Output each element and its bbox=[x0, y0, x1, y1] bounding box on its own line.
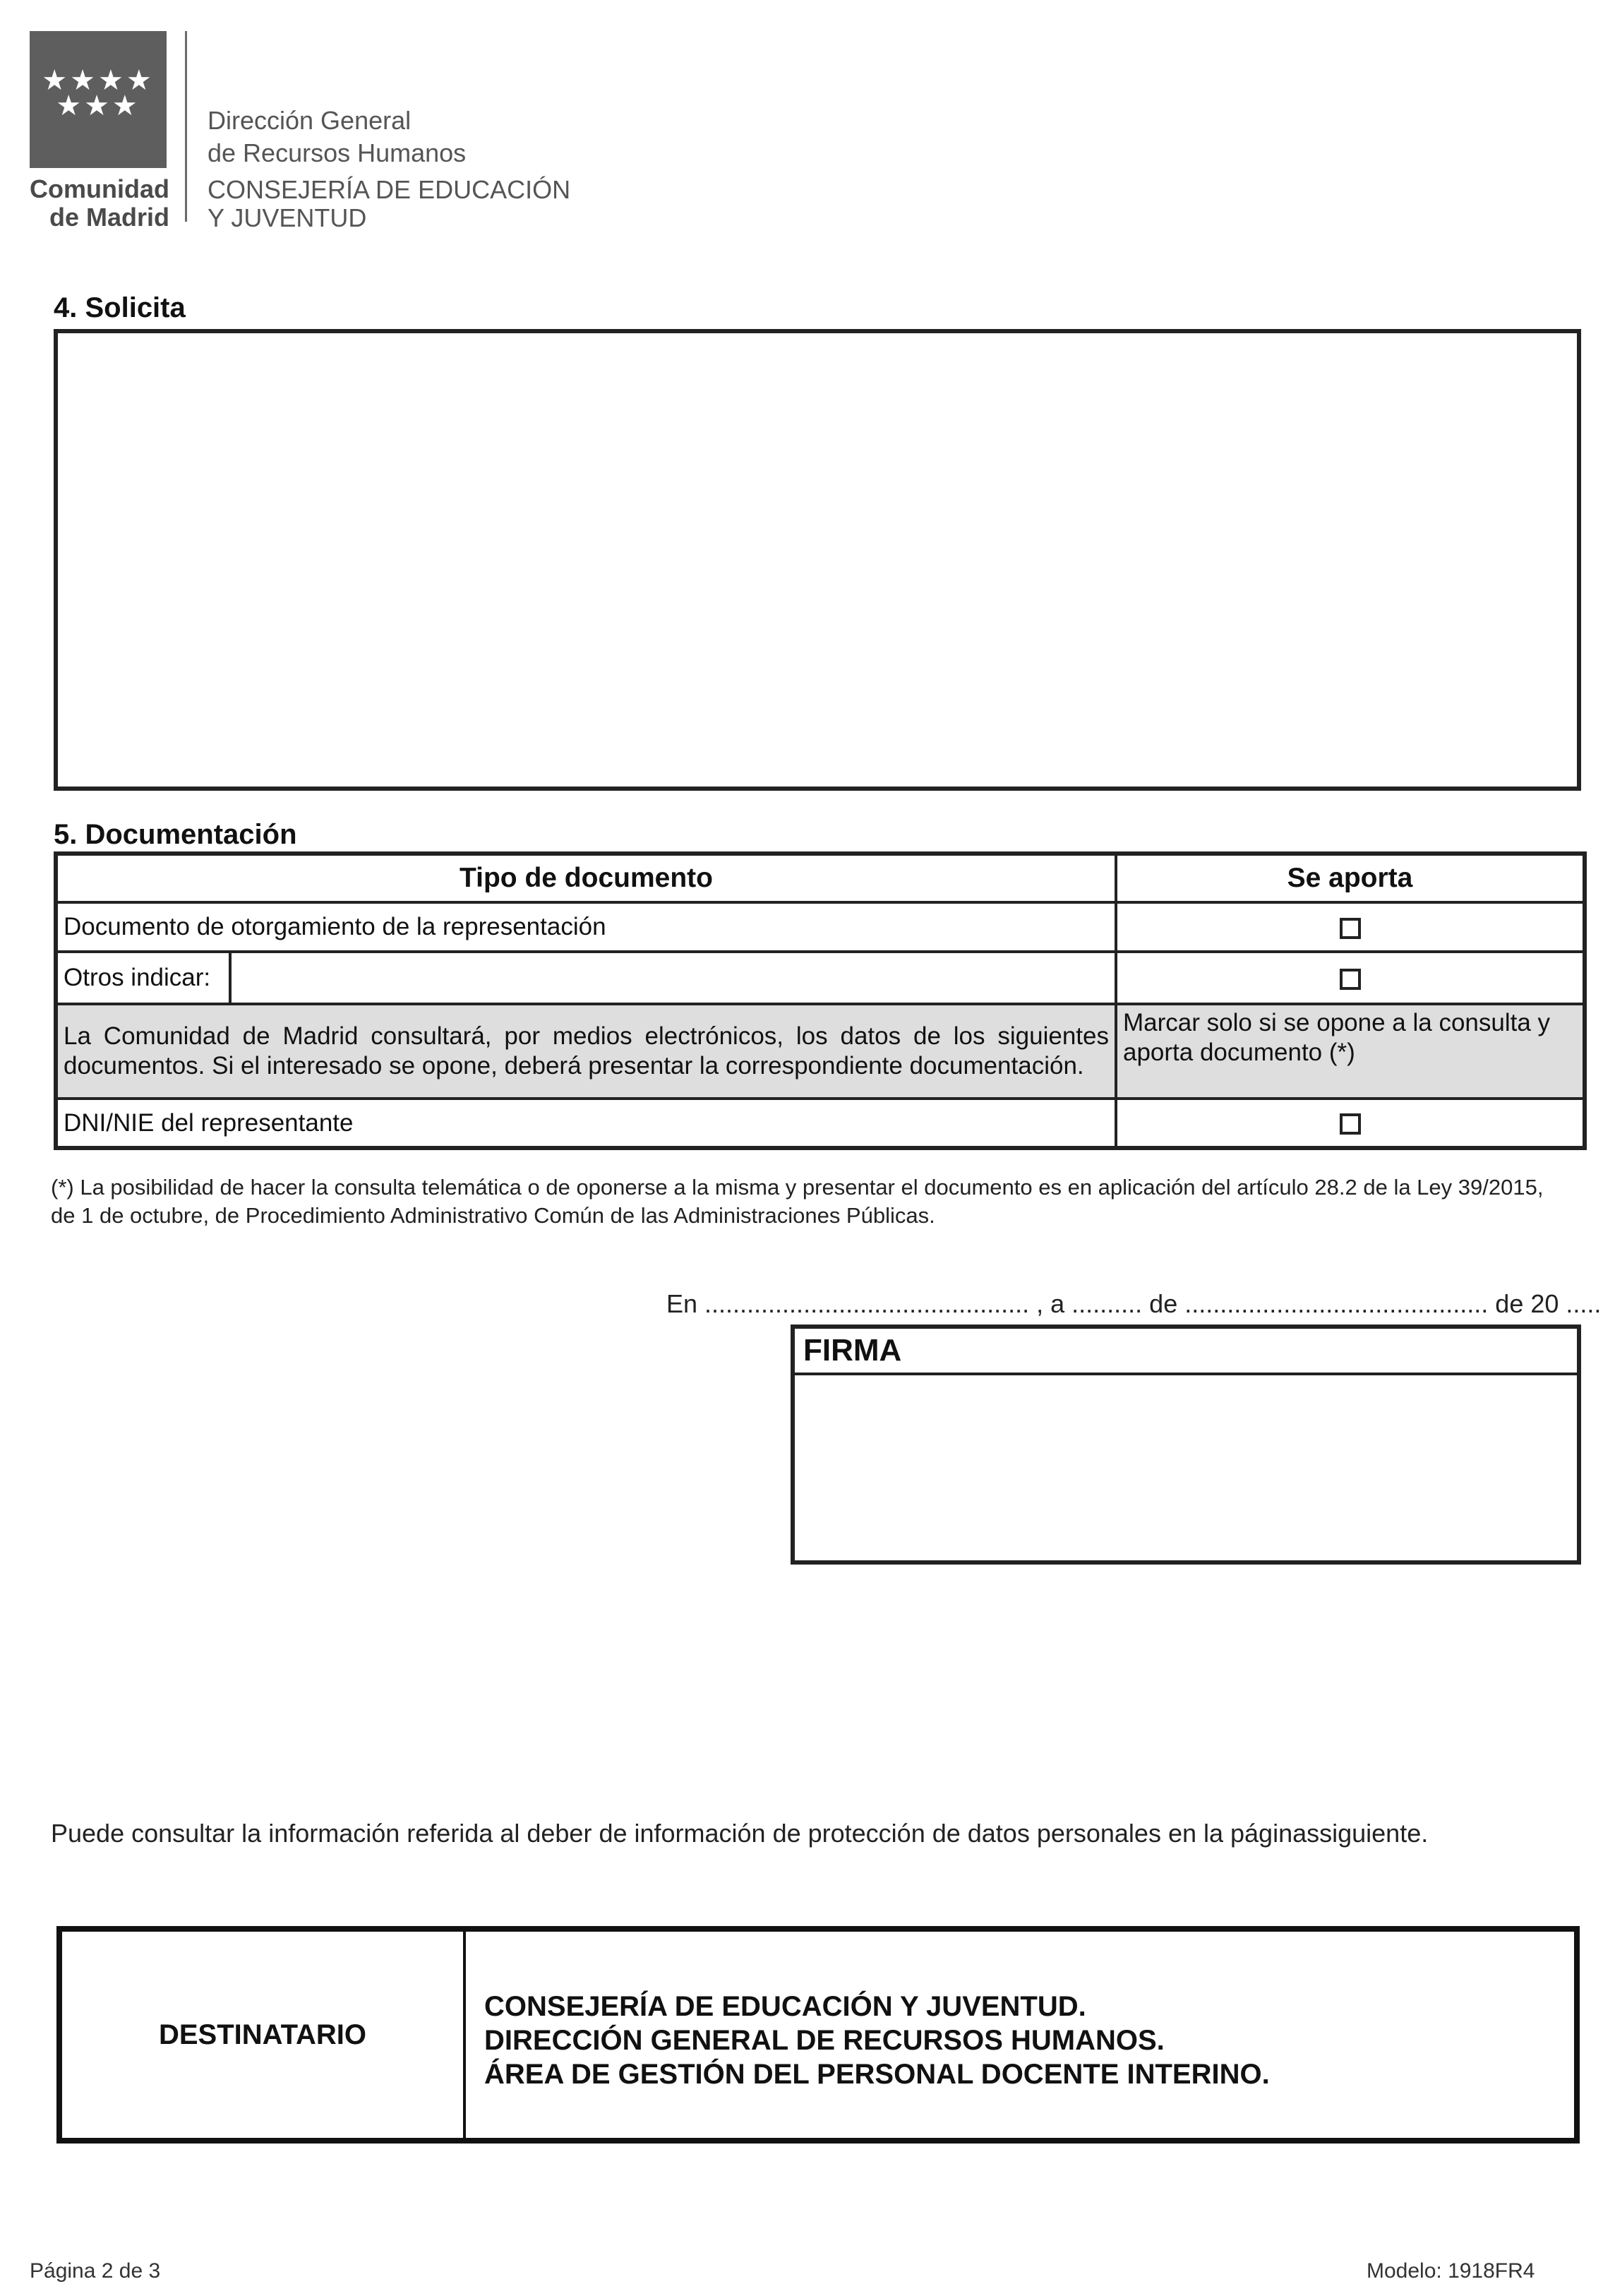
consulta-mark-text: Marcar solo si se opone a la consulta y aporta documento (*) bbox=[1116, 1004, 1585, 1099]
destinatario-label: DESTINATARIO bbox=[158, 2019, 367, 2050]
consejeria-line-1: CONSEJERÍA DE EDUCACIÓN bbox=[208, 175, 571, 204]
destinatario-box bbox=[56, 1926, 1580, 2143]
consulta-text: La Comunidad de Madrid consultará, por medios electrónicos, los datos de los siguientes documentos. Si el interesado se opone, deberá presentar la correspondiente documentación. bbox=[56, 1004, 1116, 1099]
header-divider bbox=[185, 31, 187, 222]
footnote: (*) La posibilidad de hacer la consulta telemática o de oponerse a la misma y presentar el documento es en aplicación del artículo 28.2 de la Ley 39/2015, de 1 de octubre, de Procedimiento Administrativo Común de las Administraciones Públicas. bbox=[51, 1175, 1544, 1228]
otros-checkbox[interactable] bbox=[1340, 969, 1361, 990]
date-line: En .............................................. , a .......... de ........................................... de 20 ..... bbox=[666, 1289, 1602, 1318]
section-4-title: 4. Solicita bbox=[54, 292, 186, 323]
table-row bbox=[56, 952, 1585, 1004]
firma-box[interactable] bbox=[791, 1325, 1581, 1565]
table-row bbox=[56, 1099, 1585, 1148]
logo-line-1: Comunidad bbox=[30, 174, 169, 203]
logo-text bbox=[28, 175, 169, 232]
documentation-table bbox=[54, 851, 1587, 1150]
otorgamiento-checkbox[interactable] bbox=[1340, 918, 1361, 939]
logo-stars-icon: ★★★★ ★★★ bbox=[42, 65, 155, 121]
col-tipo-documento: Tipo de documento bbox=[56, 854, 1116, 902]
destinatario-line-1: CONSEJERÍA DE EDUCACIÓN Y JUVENTUD. bbox=[484, 1991, 1086, 2022]
otros-indicar-input[interactable] bbox=[232, 953, 1115, 1003]
destinatario-address bbox=[484, 1990, 1270, 2091]
destinatario-line-3: ÁREA DE GESTIÓN DEL PERSONAL DOCENTE INTERINO. bbox=[484, 2059, 1270, 2090]
table-header-row bbox=[56, 854, 1585, 902]
table-row bbox=[56, 1004, 1585, 1099]
row-otorgamiento-label: Documento de otorgamiento de la representación bbox=[56, 902, 1116, 952]
modelo-code: Modelo: 1918FR4 bbox=[1367, 2259, 1535, 2283]
col-se-aporta: Se aporta bbox=[1116, 854, 1585, 902]
firma-header bbox=[795, 1329, 1577, 1375]
direccion-general-line-1: Dirección General bbox=[208, 106, 412, 135]
table-row bbox=[56, 902, 1585, 952]
row-otros-label: Otros indicar: bbox=[58, 953, 232, 1003]
section-5-title: 5. Documentación bbox=[54, 819, 297, 850]
dni-checkbox[interactable] bbox=[1340, 1113, 1361, 1135]
privacy-note: Puede consultar la información referida al deber de información de protección de datos personales en la páginassiguiente. bbox=[51, 1819, 1429, 1848]
destinatario-line-2: DIRECCIÓN GENERAL DE RECURSOS HUMANOS. bbox=[484, 2025, 1165, 2056]
firma-label: FIRMA bbox=[803, 1333, 902, 1368]
destinatario-divider bbox=[463, 1932, 466, 2138]
page-number: Página 2 de 3 bbox=[30, 2259, 161, 2283]
solicita-textarea[interactable] bbox=[54, 329, 1581, 791]
logo-line-2: de Madrid bbox=[49, 203, 169, 232]
consejeria-line-2: Y JUVENTUD bbox=[208, 203, 367, 232]
row-dni-label: DNI/NIE del representante bbox=[56, 1099, 1116, 1148]
direccion-general-line-2: de Recursos Humanos bbox=[208, 138, 467, 167]
